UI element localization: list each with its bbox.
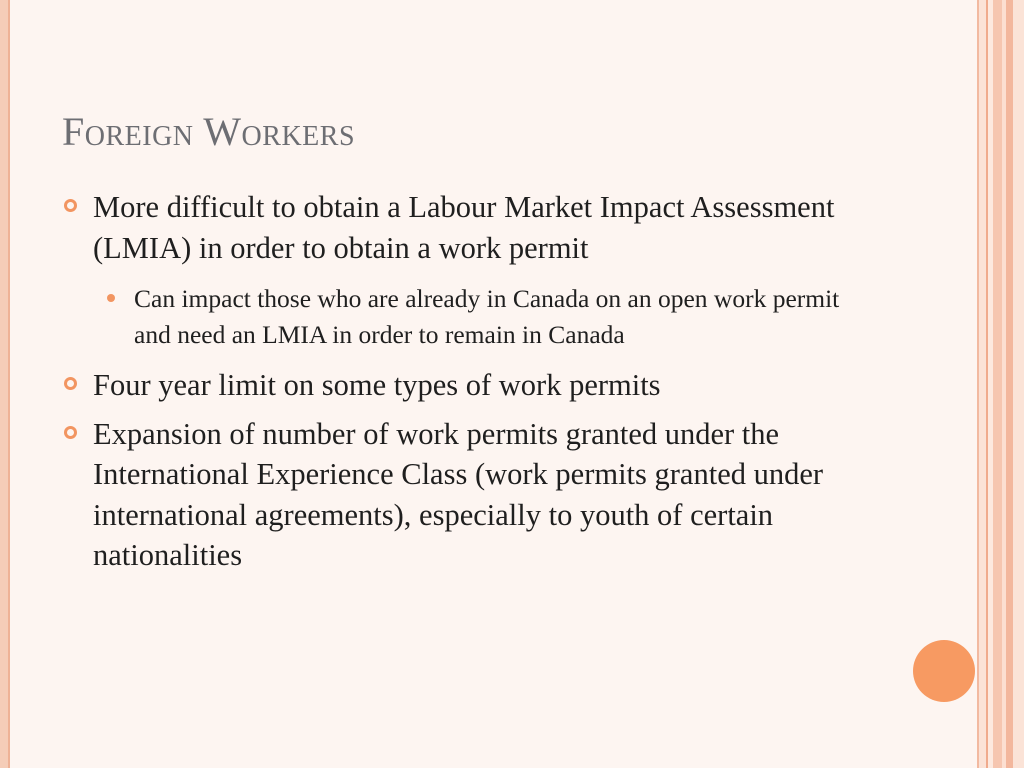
orange-circle-decoration	[913, 640, 975, 702]
right-stripe	[1006, 0, 1013, 768]
bullet-text: Expansion of number of work permits granted under the International Experience Class (work permits granted under international agreements), especially to youth of certain nationalities	[93, 416, 824, 572]
sub-bullet-text: Can impact those who are already in Canada on an open work permit and need an LMIA in order to remain in Canada	[134, 284, 840, 349]
sub-bullet-item	[102, 281, 862, 353]
hollow-circle-bullet-icon	[64, 377, 77, 390]
right-stripe	[1013, 0, 1024, 768]
slide-title: Foreign Workers	[62, 109, 356, 154]
bullet-text: Four year limit on some types of work permits	[93, 368, 661, 402]
slide-content	[62, 187, 862, 576]
bullet-item	[62, 187, 862, 268]
filled-circle-bullet-icon	[107, 294, 115, 302]
left-edge-line	[8, 0, 10, 768]
hollow-circle-bullet-icon	[64, 426, 77, 439]
right-stripe	[993, 0, 1002, 768]
bullet-item	[62, 365, 862, 406]
left-edge-band	[0, 0, 8, 768]
bullet-item	[62, 414, 862, 576]
right-stripe	[979, 0, 986, 768]
hollow-circle-bullet-icon	[64, 199, 77, 212]
bullet-text: More difficult to obtain a Labour Market Impact Assessment (LMIA) in order to obtain a work permit	[93, 190, 835, 265]
